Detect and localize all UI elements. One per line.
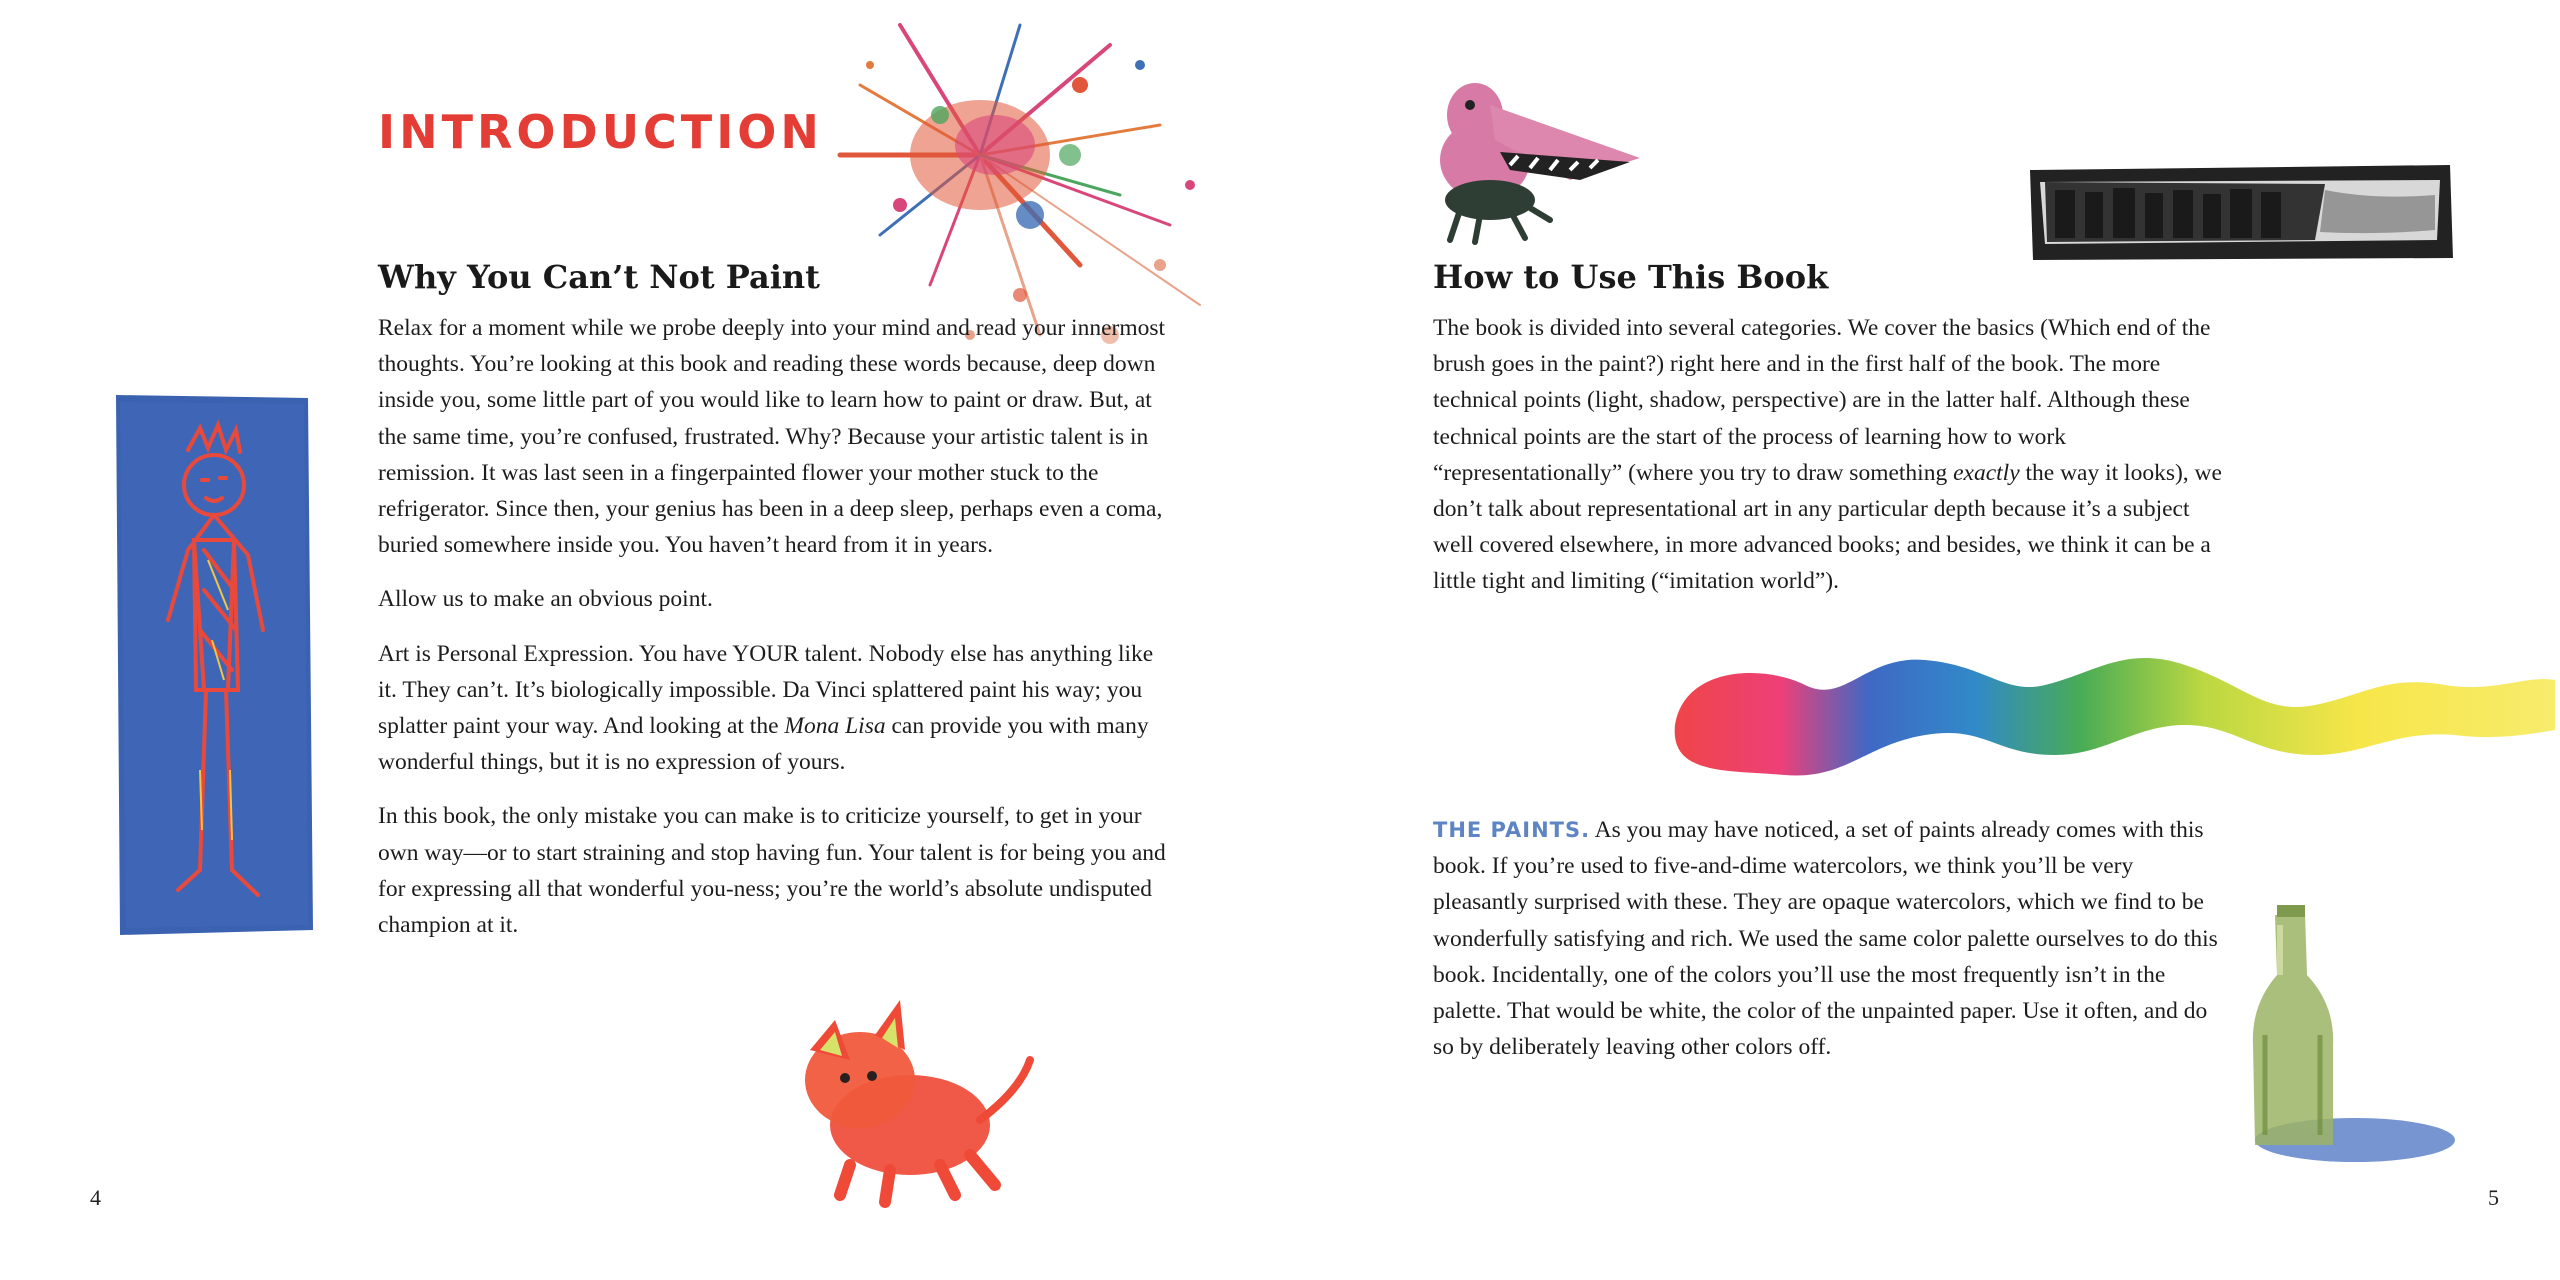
green-bottle-painting xyxy=(2225,895,2455,1170)
stick-figure-painting xyxy=(108,390,318,940)
text-run: can provide you with many wonderful things, but it is no expression of yours. xyxy=(378,713,1149,776)
italic-title: Mona Lisa xyxy=(784,713,886,740)
red-creature-painting xyxy=(780,990,1050,1210)
left-body-text xyxy=(378,310,1168,961)
ink-brush-stroke xyxy=(2025,160,2455,265)
right-body-text-intro xyxy=(1433,310,2223,618)
text-run: As you may have noticed, a set of paints already comes with this book. If you’re used to five-and-dime watercolors, we think you’ll be very pleasantly surprised with these. They are opaque watercolors, which we find to be wonderfully satisfying and rich. We used the same color palette ourselves to do this book. Incidentally, one of the colors you’ll use the most frequently isn’t in the palette. That would be white, the color of the unpainted paper. Use it often, and do so by deliberately leaving other colors off. xyxy=(1433,817,2218,1061)
text-run: Art is Personal Expression. You have YOUR talent. Nobody else has anything like it. They can’t. It’s biologically impossible. Da Vinci splattered paint his way; you splatter paint your way. And looking at the xyxy=(378,640,1154,740)
right-page xyxy=(1280,0,2560,1280)
paragraph: Allow us to make an obvious point. xyxy=(378,586,713,613)
paragraph xyxy=(378,636,1168,781)
paragraph: In this book, the only mistake you can make is to criticize yourself, to get in your own way—or to start straining and stop having fun. Your talent is for being you and for expressing all that wonderful you-ness; you’re the world’s absolute undisputed champion at it. xyxy=(378,803,1166,939)
chapter-title: INTRODUCTION xyxy=(378,105,823,159)
paragraph: Relax for a moment while we probe deeply into your mind and read your innermost thoughts. You’re looking at this book and reading these words because, deep down inside you, some little part of you would like to learn how to paint or draw. But, at the same time, you’re confused, frustrated. Why? Because your artistic talent is in remission. It was last seen in a fingerpainted flower your mother stuck to the refrigerator. Since then, your genius has been in a deep sleep, perhaps even a coma, buried somewhere inside you. You haven’t heard from it in years. xyxy=(378,315,1166,559)
page-number-right: 5 xyxy=(2488,1185,2499,1210)
section-heading-why-paint: Why You Can’t Not Paint xyxy=(378,258,820,296)
paragraph xyxy=(1433,310,2223,600)
italic-word: exactly xyxy=(1953,459,2020,486)
text-run: The book is divided into several categories. We cover the basics (Which end of the brush goes in the paint?) right here and in the first half of the book. The more technical points (light, shadow, perspective) are in the latter half. Although these technical points are the start of the process of learning how to work “representationally” (where you try to draw something xyxy=(1433,315,2211,486)
right-body-text-paints xyxy=(1433,812,2223,1083)
pelican-painting xyxy=(1430,70,1650,245)
run-in-heading-the-paints: THE PAINTS. xyxy=(1433,818,1591,842)
rainbow-watercolor-stroke xyxy=(1665,645,2560,790)
text-run: the way it looks), we don’t talk about representational art in any particular depth because it’s a subject well covered elsewhere, in more advanced books; and besides, we think it can be a little tight and limiting (“imitation world”). xyxy=(1433,459,2222,595)
paragraph xyxy=(1433,812,2223,1065)
section-heading-how-to-use: How to Use This Book xyxy=(1433,258,1829,296)
page-number-left: 4 xyxy=(90,1185,101,1210)
